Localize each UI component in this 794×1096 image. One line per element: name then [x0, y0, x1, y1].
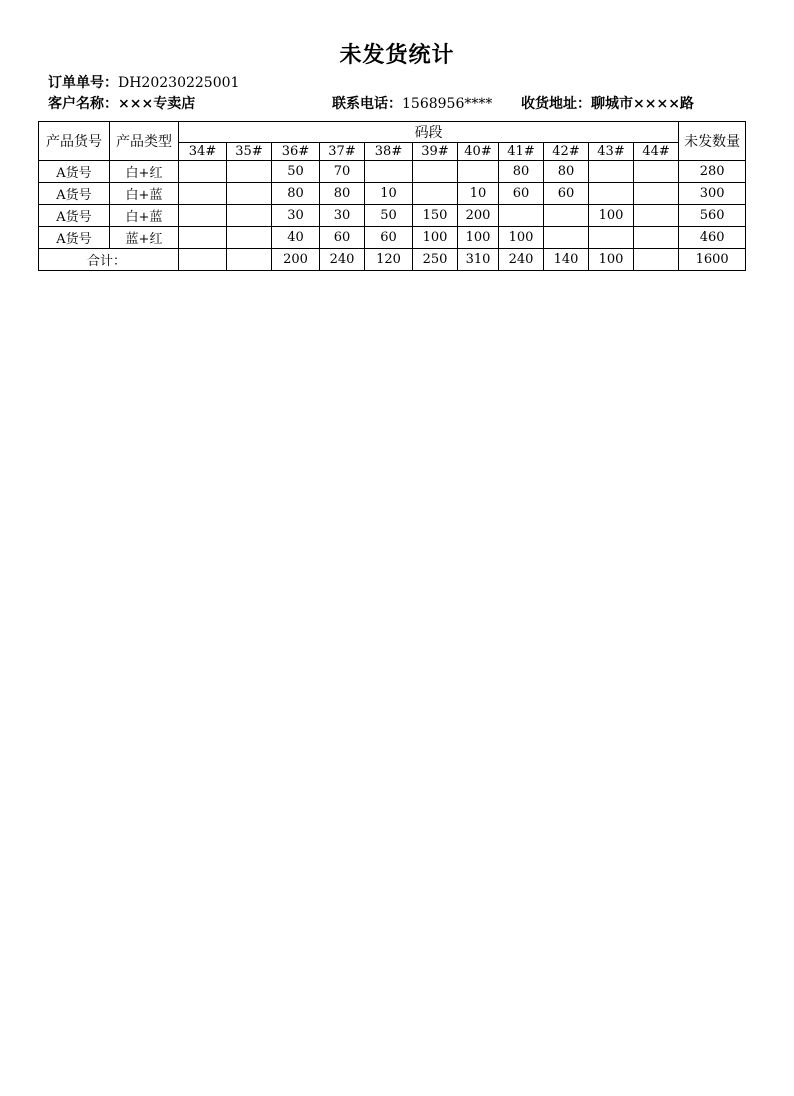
- total-cell: 200: [272, 249, 320, 271]
- total-cell: 310: [458, 249, 499, 271]
- size-qty-cell: 60: [320, 227, 365, 249]
- size-qty-cell: [499, 205, 544, 227]
- size-qty-cell: 60: [365, 227, 413, 249]
- contact-phone: [332, 93, 492, 113]
- size-qty-cell: 80: [544, 161, 589, 183]
- grand-total: 1600: [679, 249, 746, 271]
- size-header: 40#: [458, 143, 499, 161]
- size-header: 34#: [179, 143, 227, 161]
- order-number-label: 订单单号：: [48, 75, 118, 91]
- size-header: 43#: [589, 143, 634, 161]
- total-cell: 140: [544, 249, 589, 271]
- size-qty-cell: [365, 161, 413, 183]
- shipping-address: [521, 93, 694, 113]
- size-qty-cell: 10: [365, 183, 413, 205]
- size-qty-cell: [413, 183, 458, 205]
- shipping-address-value: 聊城市××××路: [591, 96, 694, 112]
- size-qty-cell: 100: [413, 227, 458, 249]
- size-qty-cell: 30: [320, 205, 365, 227]
- size-qty-cell: [589, 183, 634, 205]
- size-qty-cell: 100: [458, 227, 499, 249]
- size-qty-cell: [179, 183, 227, 205]
- shipping-address-label: 收货地址：: [521, 96, 591, 112]
- size-header: 36#: [272, 143, 320, 161]
- product-type-cell: 白+红: [110, 161, 179, 183]
- table-row: [39, 205, 746, 227]
- size-qty-cell: 200: [458, 205, 499, 227]
- total-cell: 240: [499, 249, 544, 271]
- size-qty-cell: [227, 161, 272, 183]
- size-qty-cell: 50: [365, 205, 413, 227]
- page-title: 未发货统计: [339, 42, 455, 68]
- size-qty-cell: [634, 161, 679, 183]
- contact-phone-value: 1568956****: [402, 96, 493, 112]
- header-product-code: 产品货号: [39, 122, 110, 161]
- size-qty-cell: [458, 161, 499, 183]
- header-row: [39, 122, 746, 143]
- header-product-type: 产品类型: [110, 122, 179, 161]
- size-qty-cell: 80: [499, 161, 544, 183]
- size-qty-cell: 40: [272, 227, 320, 249]
- row-total-cell: 460: [679, 227, 746, 249]
- size-qty-cell: [544, 227, 589, 249]
- total-cell: 240: [320, 249, 365, 271]
- size-header: 37#: [320, 143, 365, 161]
- contact-phone-label: 联系电话：: [332, 96, 402, 112]
- size-qty-cell: 50: [272, 161, 320, 183]
- size-qty-cell: [589, 227, 634, 249]
- row-total-cell: 300: [679, 183, 746, 205]
- size-qty-cell: 60: [544, 183, 589, 205]
- size-qty-cell: [634, 227, 679, 249]
- size-header: 38#: [365, 143, 413, 161]
- size-header: 41#: [499, 143, 544, 161]
- total-label: 合计：: [39, 249, 179, 271]
- size-qty-cell: [413, 161, 458, 183]
- header-unshipped-qty: 未发数量: [679, 122, 746, 161]
- product-code-cell: A货号: [39, 205, 110, 227]
- order-number-value: DH20230225001: [118, 75, 240, 91]
- size-qty-cell: [227, 227, 272, 249]
- size-header: 35#: [227, 143, 272, 161]
- size-qty-cell: [179, 227, 227, 249]
- row-total-cell: 560: [679, 205, 746, 227]
- size-qty-cell: 10: [458, 183, 499, 205]
- size-qty-cell: [634, 183, 679, 205]
- table-row: [39, 183, 746, 205]
- size-qty-cell: [544, 205, 589, 227]
- size-qty-cell: 100: [499, 227, 544, 249]
- size-qty-cell: 80: [272, 183, 320, 205]
- product-type-cell: 蓝+红: [110, 227, 179, 249]
- size-qty-cell: [589, 161, 634, 183]
- size-qty-cell: 150: [413, 205, 458, 227]
- size-header: 39#: [413, 143, 458, 161]
- total-cell: [634, 249, 679, 271]
- size-header: 42#: [544, 143, 589, 161]
- header-size-range: 码段: [179, 122, 679, 143]
- size-qty-cell: [227, 183, 272, 205]
- total-cell: 250: [413, 249, 458, 271]
- customer-name-label: 客户名称：: [48, 96, 118, 112]
- product-type-cell: 白+蓝: [110, 205, 179, 227]
- size-qty-cell: [634, 205, 679, 227]
- size-header: 44#: [634, 143, 679, 161]
- size-qty-cell: 80: [320, 183, 365, 205]
- customer-name-value: ×××专卖店: [118, 96, 196, 112]
- total-cell: [227, 249, 272, 271]
- total-cell: [179, 249, 227, 271]
- table-row: [39, 161, 746, 183]
- size-qty-cell: 60: [499, 183, 544, 205]
- order-number: [48, 72, 239, 92]
- product-code-cell: A货号: [39, 161, 110, 183]
- product-code-cell: A货号: [39, 227, 110, 249]
- size-qty-cell: 30: [272, 205, 320, 227]
- product-code-cell: A货号: [39, 183, 110, 205]
- size-qty-cell: [179, 205, 227, 227]
- total-row: [39, 249, 746, 271]
- product-type-cell: 白+蓝: [110, 183, 179, 205]
- row-total-cell: 280: [679, 161, 746, 183]
- size-qty-cell: [227, 205, 272, 227]
- total-cell: 100: [589, 249, 634, 271]
- size-qty-cell: 100: [589, 205, 634, 227]
- unshipped-table: [38, 121, 746, 271]
- customer-name: [48, 93, 195, 113]
- table-row: [39, 227, 746, 249]
- size-qty-cell: [179, 161, 227, 183]
- total-cell: 120: [365, 249, 413, 271]
- size-qty-cell: 70: [320, 161, 365, 183]
